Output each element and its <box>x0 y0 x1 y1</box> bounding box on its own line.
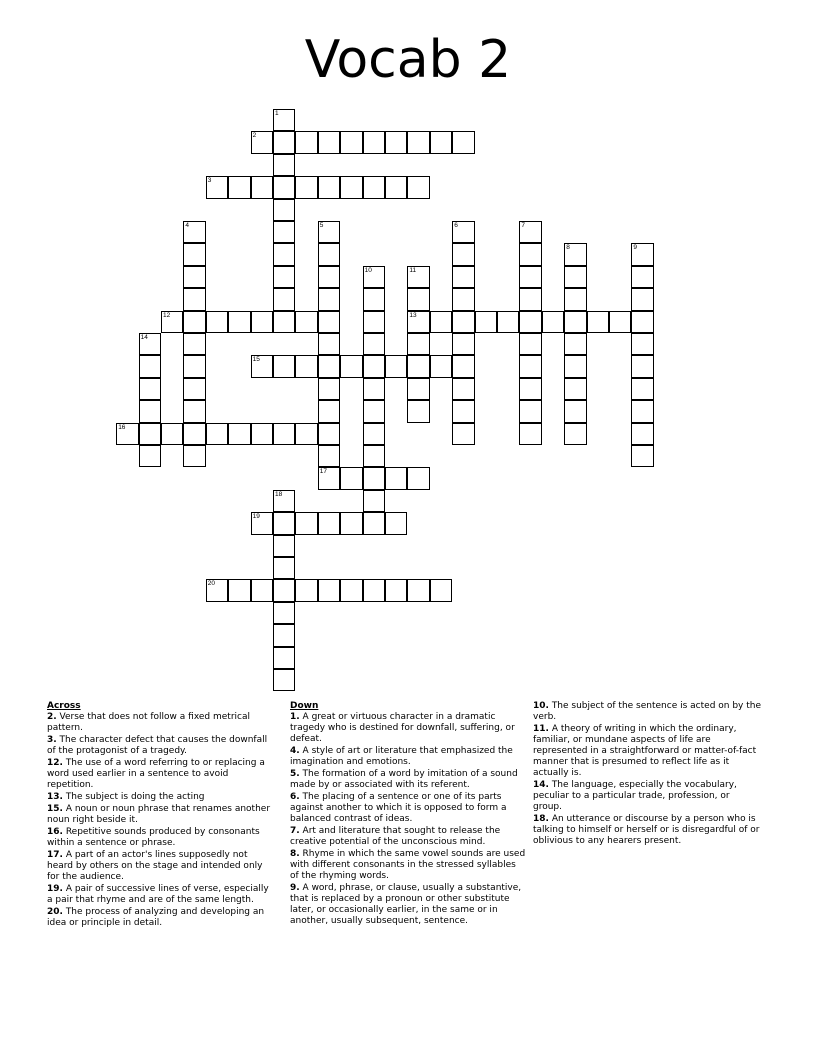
grid-cell[interactable] <box>295 355 317 377</box>
grid-cell[interactable] <box>407 579 429 601</box>
grid-cell[interactable] <box>430 131 452 153</box>
grid-cell[interactable] <box>251 176 273 198</box>
grid-cell[interactable] <box>318 176 340 198</box>
grid-cell[interactable] <box>183 333 205 355</box>
grid-cell[interactable] <box>452 423 474 445</box>
grid-cell[interactable] <box>631 266 653 288</box>
grid-cell[interactable] <box>318 512 340 534</box>
grid-cell[interactable] <box>452 400 474 422</box>
grid-cell[interactable] <box>631 445 653 467</box>
grid-cell[interactable] <box>183 400 205 422</box>
grid-cell[interactable] <box>385 467 407 489</box>
grid-cell[interactable] <box>273 288 295 310</box>
clue-number: 1. <box>290 712 300 722</box>
clue-number: 15. <box>47 804 63 814</box>
grid-cell[interactable] <box>318 378 340 400</box>
grid-cell[interactable] <box>273 131 295 153</box>
clue-text: A part of an actor's lines supposedly not heard by others on the stage and intended only for the audience. <box>47 850 263 882</box>
clue-number: 6. <box>290 792 300 802</box>
clue-text: A great or virtuous character in a dramatic tragedy who is destined for downfall, suffering, or defeat. <box>290 712 515 744</box>
clue-number: 16. <box>47 827 63 837</box>
grid-cell[interactable] <box>183 288 205 310</box>
grid-cell[interactable] <box>519 243 541 265</box>
grid-cell[interactable] <box>407 131 429 153</box>
grid-cell[interactable] <box>363 266 385 288</box>
down-clue <box>533 814 761 847</box>
grid-cell[interactable] <box>452 355 474 377</box>
grid-cell[interactable] <box>363 423 385 445</box>
grid-cell[interactable] <box>340 579 362 601</box>
cell-number: 1 <box>275 110 279 117</box>
clue-text: Repetitive sounds produced by consonants within a sentence or phrase. <box>47 827 260 848</box>
grid-cell[interactable] <box>564 266 586 288</box>
grid-cell[interactable] <box>564 400 586 422</box>
clue-number: 11. <box>533 724 549 734</box>
grid-cell[interactable] <box>631 243 653 265</box>
grid-cell[interactable] <box>452 311 474 333</box>
across-heading: Across <box>47 701 81 711</box>
grid-cell[interactable] <box>407 378 429 400</box>
cell-number: 8 <box>566 244 570 252</box>
across-clue <box>47 792 275 803</box>
grid-cell[interactable] <box>587 311 609 333</box>
down-clue <box>533 724 761 779</box>
grid-cell[interactable] <box>318 131 340 153</box>
grid-cell[interactable] <box>340 131 362 153</box>
grid-cell[interactable] <box>273 109 295 131</box>
grid-cell[interactable] <box>183 355 205 377</box>
grid-cell[interactable] <box>363 445 385 467</box>
grid-cell[interactable] <box>318 467 340 489</box>
grid-cell[interactable] <box>228 176 250 198</box>
grid-cell[interactable] <box>363 176 385 198</box>
across-clue <box>47 758 275 791</box>
grid-cell[interactable] <box>228 423 250 445</box>
grid-cell[interactable] <box>363 333 385 355</box>
grid-cell[interactable] <box>363 355 385 377</box>
grid-cell[interactable] <box>183 423 205 445</box>
down-clues-continued <box>533 701 761 848</box>
grid-cell[interactable] <box>295 311 317 333</box>
clue-text: Verse that does not follow a fixed metrical pattern. <box>47 712 250 733</box>
grid-cell[interactable] <box>564 378 586 400</box>
puzzle-title: Vocab 2 <box>304 30 512 90</box>
grid-cell[interactable] <box>385 512 407 534</box>
cell-number: 4 <box>185 222 190 229</box>
grid-cell[interactable] <box>340 467 362 489</box>
grid-cell[interactable] <box>183 378 205 400</box>
grid-cell[interactable] <box>340 176 362 198</box>
grid-cell[interactable] <box>139 445 161 467</box>
grid-cell[interactable] <box>273 669 295 691</box>
clue-number: 7. <box>290 826 300 836</box>
grid-cell[interactable] <box>363 579 385 601</box>
grid-cell[interactable] <box>475 311 497 333</box>
grid-cell[interactable] <box>318 266 340 288</box>
cell-number: 16 <box>118 423 126 431</box>
grid-cell[interactable] <box>452 288 474 310</box>
grid-cell[interactable] <box>363 490 385 512</box>
clue-number: 12. <box>47 758 63 768</box>
across-clue <box>47 850 275 883</box>
grid-cell[interactable] <box>251 579 273 601</box>
grid-cell[interactable] <box>363 288 385 310</box>
cell-number: 10 <box>364 266 372 274</box>
across-clues <box>47 701 275 930</box>
down-clue <box>290 826 526 848</box>
grid-cell[interactable] <box>564 423 586 445</box>
clue-number: 10. <box>533 701 549 711</box>
grid-cell[interactable] <box>631 333 653 355</box>
grid-cell[interactable] <box>407 467 429 489</box>
grid-cell[interactable] <box>295 579 317 601</box>
grid-cell[interactable] <box>273 355 295 377</box>
grid-cell[interactable] <box>519 311 541 333</box>
grid-cell[interactable] <box>519 423 541 445</box>
grid-cell[interactable] <box>273 624 295 646</box>
clue-number: 8. <box>290 849 300 859</box>
grid-cell[interactable] <box>273 154 295 176</box>
grid-cell[interactable] <box>407 400 429 422</box>
cell-number: 12 <box>163 311 171 319</box>
down-clues <box>290 701 526 928</box>
grid-cell[interactable] <box>452 131 474 153</box>
grid-cell[interactable] <box>161 423 183 445</box>
grid-cell[interactable] <box>139 423 161 445</box>
grid-cell[interactable] <box>139 355 161 377</box>
grid-cell[interactable] <box>407 311 429 333</box>
grid-cell[interactable] <box>206 423 228 445</box>
clue-text: A word, phrase, or clause, usually a substantive, that is replaced by a pronoun or other substitute later, or occasionally earlier, in the same or in another, usually subsequent, sentence. <box>290 883 522 926</box>
down-heading: Down <box>290 701 319 711</box>
cell-number: 19 <box>252 513 260 521</box>
across-clue <box>47 907 275 929</box>
grid-cell[interactable] <box>363 131 385 153</box>
grid-cell[interactable] <box>452 333 474 355</box>
grid-cell[interactable] <box>273 423 295 445</box>
grid-cell[interactable] <box>631 400 653 422</box>
grid-cell[interactable] <box>273 176 295 198</box>
clue-text: The language, especially the vocabulary, peculiar to a particular trade, profession, or group. <box>533 780 737 812</box>
grid-cell[interactable] <box>273 535 295 557</box>
cell-number: 14 <box>140 334 148 341</box>
cell-number: 15 <box>252 356 260 364</box>
grid-cell[interactable] <box>385 579 407 601</box>
clue-text: The character defect that causes the downfall of the protagonist of a tragedy. <box>47 735 268 756</box>
clue-number: 18. <box>533 814 549 824</box>
across-clue <box>47 804 275 826</box>
grid-cell[interactable] <box>251 311 273 333</box>
clue-number: 9. <box>290 883 300 893</box>
grid-cell[interactable] <box>273 557 295 579</box>
grid-cell[interactable] <box>318 243 340 265</box>
clue-number: 13. <box>47 792 63 802</box>
across-clue <box>47 827 275 849</box>
grid-cell[interactable] <box>430 579 452 601</box>
cell-number: 13 <box>409 311 417 319</box>
clue-number: 14. <box>533 780 549 790</box>
grid-cell[interactable] <box>564 333 586 355</box>
grid-cell[interactable] <box>273 647 295 669</box>
grid-cell[interactable] <box>318 579 340 601</box>
grid-cell[interactable] <box>183 311 205 333</box>
grid-cell[interactable] <box>139 400 161 422</box>
cell-number: 20 <box>207 580 216 588</box>
clue-text: An utterance or discourse by a person who is talking to himself or herself or is disregardful of or oblivious to any hearers present. <box>533 814 760 846</box>
grid-cell[interactable] <box>363 512 385 534</box>
across-clue <box>47 735 275 757</box>
down-clue <box>290 769 526 791</box>
grid-cell[interactable] <box>318 288 340 310</box>
grid-cell[interactable] <box>295 131 317 153</box>
grid-cell[interactable] <box>452 378 474 400</box>
clue-text: The subject of the sentence is acted on by the verb. <box>533 701 762 722</box>
cell-number: 9 <box>633 244 638 252</box>
grid-cell[interactable] <box>273 602 295 624</box>
grid-cell[interactable] <box>385 131 407 153</box>
grid-cell[interactable] <box>363 467 385 489</box>
grid-cell[interactable] <box>564 243 586 265</box>
grid-cell[interactable] <box>519 355 541 377</box>
grid-cell[interactable] <box>273 512 295 534</box>
grid-cell[interactable] <box>430 311 452 333</box>
grid-cell[interactable] <box>228 579 250 601</box>
grid-cell[interactable] <box>519 288 541 310</box>
cell-number: 18 <box>275 490 283 498</box>
down-clue <box>533 701 761 723</box>
clue-number: 20. <box>47 907 63 917</box>
grid-cell[interactable] <box>407 176 429 198</box>
grid-cell[interactable] <box>519 266 541 288</box>
clue-text: Art and literature that sought to release the creative potential of the unconscious mind. <box>290 826 501 847</box>
grid-cell[interactable] <box>385 176 407 198</box>
grid-cell[interactable] <box>318 355 340 377</box>
grid-cell[interactable] <box>183 243 205 265</box>
clue-number: 17. <box>47 850 63 860</box>
grid-cell[interactable] <box>116 423 138 445</box>
grid-cell[interactable] <box>631 378 653 400</box>
down-clue <box>290 792 526 825</box>
grid-cell[interactable] <box>295 512 317 534</box>
down-clue <box>290 712 526 745</box>
grid-cell[interactable] <box>206 579 228 601</box>
grid-cell[interactable] <box>564 311 586 333</box>
grid-cell[interactable] <box>631 355 653 377</box>
grid-cell[interactable] <box>251 423 273 445</box>
grid-cell[interactable] <box>318 311 340 333</box>
grid-cell[interactable] <box>183 221 205 243</box>
grid-cell[interactable] <box>139 333 161 355</box>
grid-cell[interactable] <box>631 311 653 333</box>
grid-cell[interactable] <box>273 490 295 512</box>
grid-cell[interactable] <box>318 423 340 445</box>
clue-text: A theory of writing in which the ordinary, familiar, or mundane aspects of life are represented in a straightforward or matter-of-fact manner that is presumed to reflect life as it actually is. <box>533 724 757 778</box>
grid-cell[interactable] <box>385 355 407 377</box>
grid-cell[interactable] <box>183 445 205 467</box>
grid-cell[interactable] <box>519 400 541 422</box>
clue-text: The use of a word referring to or replacing a word used earlier in a sentence to avoid repetition. <box>47 758 265 790</box>
grid-cell[interactable] <box>251 355 273 377</box>
clue-number: 3. <box>47 735 57 745</box>
grid-cell[interactable] <box>407 355 429 377</box>
cell-number: 5 <box>319 222 324 229</box>
grid-cell[interactable] <box>318 221 340 243</box>
grid-cell[interactable] <box>295 423 317 445</box>
across-clue <box>47 884 275 906</box>
grid-cell[interactable] <box>228 311 250 333</box>
grid-cell[interactable] <box>430 355 452 377</box>
across-clue <box>47 712 275 734</box>
clue-text: The subject is doing the acting <box>62 792 205 802</box>
grid-cell[interactable] <box>363 311 385 333</box>
clue-number: 5. <box>290 769 300 779</box>
grid-cell[interactable] <box>139 378 161 400</box>
clue-text: Rhyme in which the same vowel sounds are used with different consonants in the stressed syllables of the rhyming words. <box>290 849 526 881</box>
grid-cell[interactable] <box>251 512 273 534</box>
grid-cell[interactable] <box>452 221 474 243</box>
clue-text: A noun or noun phrase that renames another noun right beside it. <box>47 804 271 825</box>
grid-cell[interactable] <box>318 333 340 355</box>
cell-number: 17 <box>319 468 328 476</box>
clue-text: The process of analyzing and developing an idea or principle in detail. <box>47 907 265 928</box>
cell-number: 11 <box>409 266 417 274</box>
grid-cell[interactable] <box>519 221 541 243</box>
grid-cell[interactable] <box>452 266 474 288</box>
grid-cell[interactable] <box>161 311 183 333</box>
grid-cell[interactable] <box>273 579 295 601</box>
grid-cell[interactable] <box>273 221 295 243</box>
grid-cell[interactable] <box>519 333 541 355</box>
grid-cell[interactable] <box>318 445 340 467</box>
clue-text: The formation of a word by imitation of a sound made by or associated with its referent. <box>290 769 518 790</box>
down-clue <box>290 746 526 768</box>
clue-text: A style of art or literature that emphasized the imagination and emotions. <box>290 746 513 767</box>
clue-text: A pair of successive lines of verse, especially a pair that rhyme and are of the same length. <box>47 884 269 905</box>
cell-number: 6 <box>454 222 458 229</box>
grid-cell[interactable] <box>273 243 295 265</box>
grid-cell[interactable] <box>631 423 653 445</box>
grid-cell[interactable] <box>631 288 653 310</box>
cell-number: 2 <box>252 132 257 140</box>
grid-cell[interactable] <box>206 311 228 333</box>
grid-cell[interactable] <box>273 199 295 221</box>
grid-cell[interactable] <box>251 131 273 153</box>
grid-cell[interactable] <box>363 400 385 422</box>
grid-cell[interactable] <box>318 400 340 422</box>
grid-cell[interactable] <box>340 355 362 377</box>
grid-cell[interactable] <box>407 288 429 310</box>
grid-cell[interactable] <box>273 311 295 333</box>
grid-cell[interactable] <box>564 355 586 377</box>
grid-cell[interactable] <box>407 333 429 355</box>
down-clue <box>290 849 526 882</box>
clue-number: 4. <box>290 746 300 756</box>
cell-number: 7 <box>521 222 526 229</box>
grid-cell[interactable] <box>609 311 631 333</box>
grid-cell[interactable] <box>206 176 228 198</box>
grid-cell[interactable] <box>564 288 586 310</box>
grid-cell[interactable] <box>542 311 564 333</box>
grid-cell[interactable] <box>363 378 385 400</box>
grid-cell[interactable] <box>183 266 205 288</box>
cell-number: 3 <box>207 177 212 185</box>
grid-cell[interactable] <box>340 512 362 534</box>
down-clue <box>533 780 761 813</box>
grid-cell[interactable] <box>273 266 295 288</box>
grid-cell[interactable] <box>407 266 429 288</box>
grid-cell[interactable] <box>295 176 317 198</box>
grid-cell[interactable] <box>452 243 474 265</box>
grid-cell[interactable] <box>519 378 541 400</box>
grid-cell[interactable] <box>497 311 519 333</box>
clue-number: 2. <box>47 712 57 722</box>
down-clue <box>290 883 526 927</box>
clue-number: 19. <box>47 884 63 894</box>
clue-text: The placing of a sentence or one of its parts against another to which it is opposed to form a balanced contrast of ideas. <box>290 792 507 824</box>
